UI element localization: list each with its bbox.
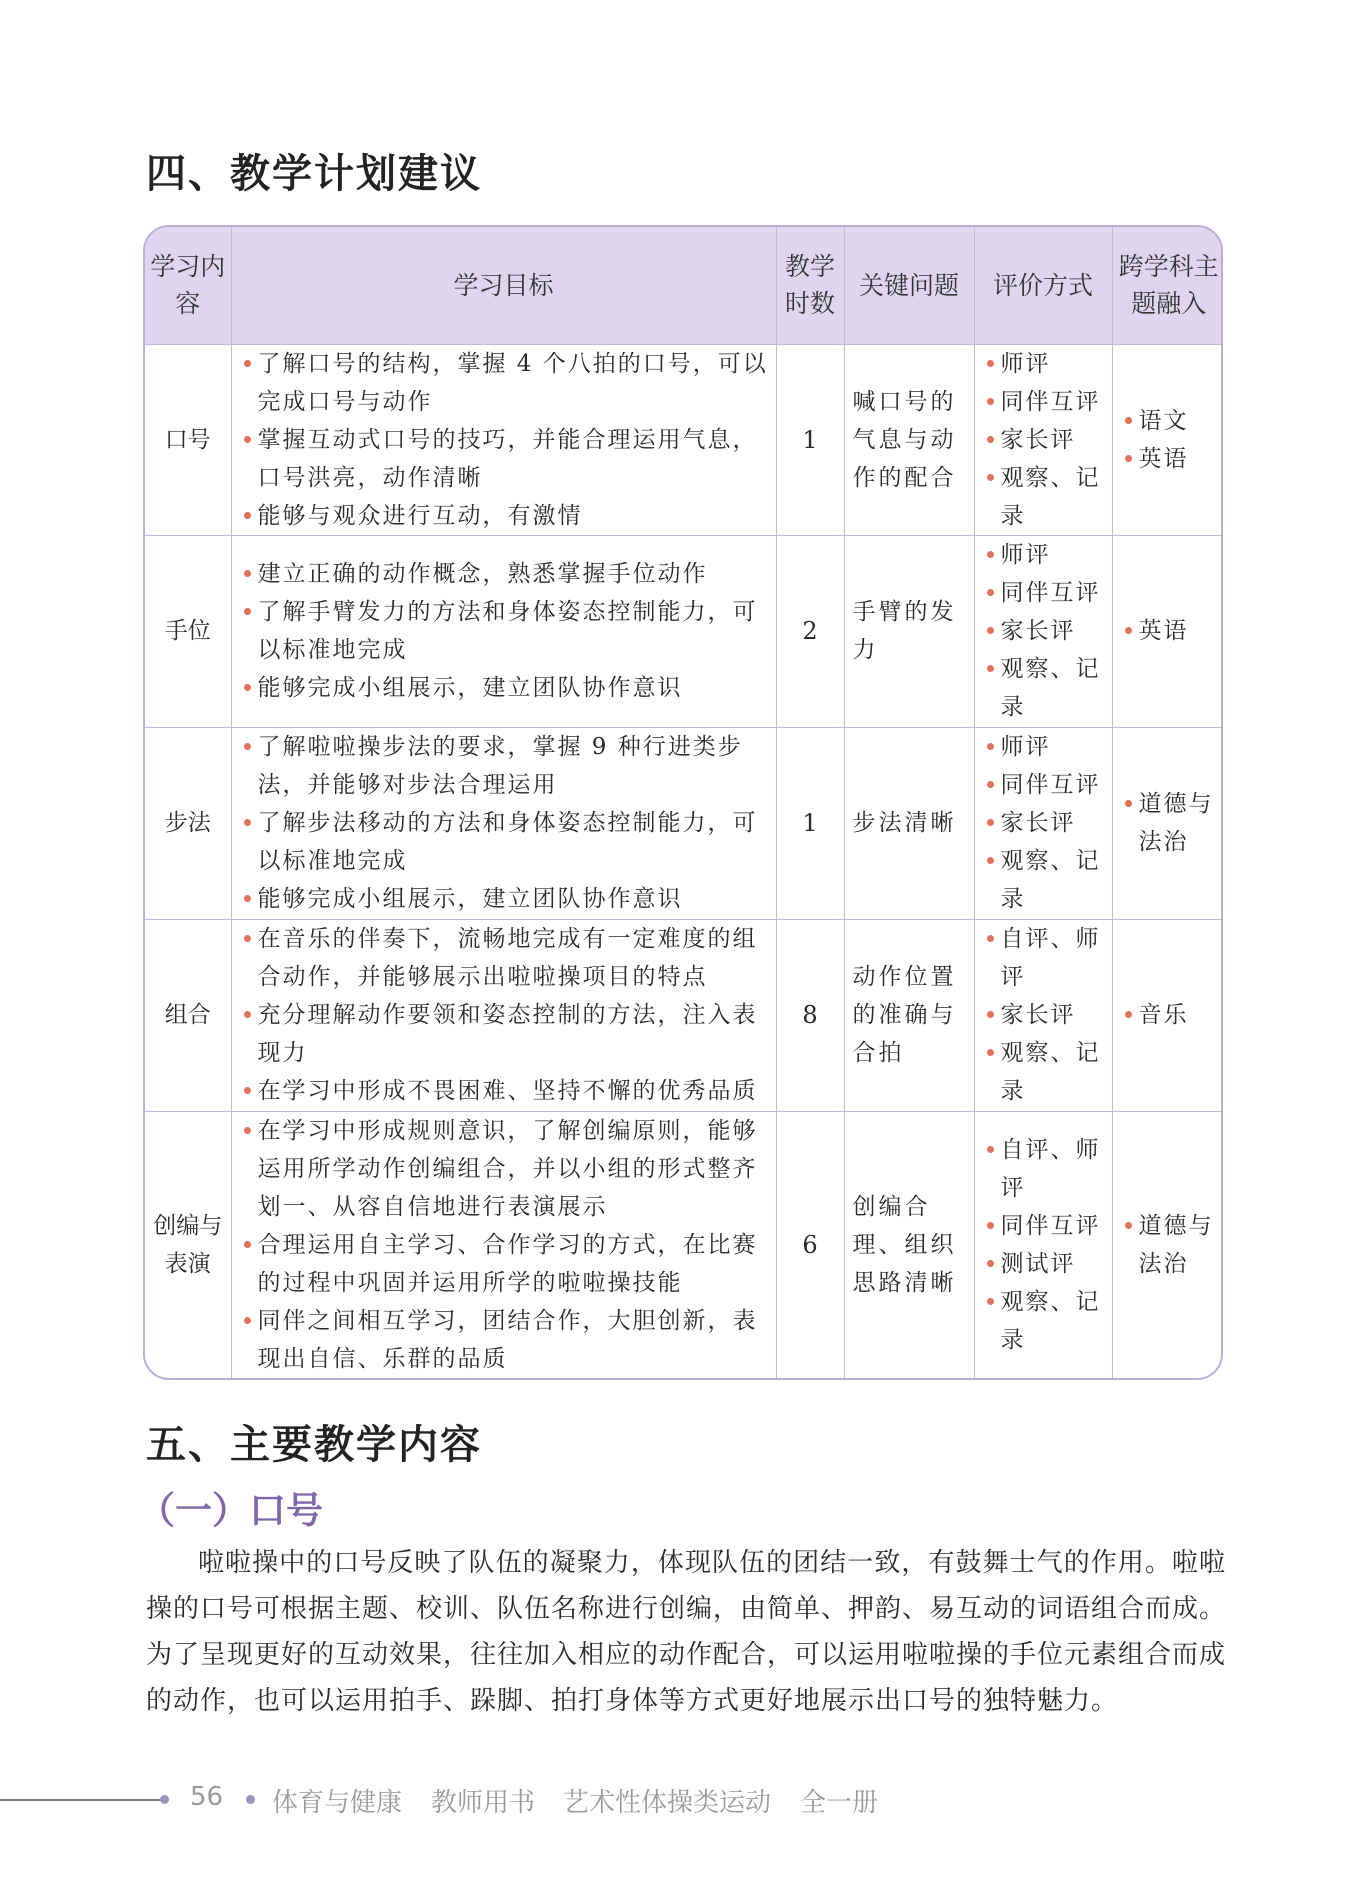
goal-item: 掌握互动式口号的技巧，并能合理运用气息，口号洪亮，动作清晰 [238, 421, 770, 497]
goal-item: 同伴之间相互学习，团结合作，大胆创新，表现出自信、乐群的品质 [238, 1302, 770, 1378]
eval-item: 自评、师评 [981, 1131, 1106, 1207]
cell-content: 步法 [145, 727, 231, 919]
goal-item: 能够与观众进行互动，有激情 [238, 497, 770, 535]
eval-item: 师评 [981, 728, 1106, 766]
cell-cross [1112, 727, 1223, 919]
footer-page-number: 56 [190, 1782, 224, 1812]
header-goals: 学习目标 [231, 227, 776, 344]
header-key: 关键问题 [844, 227, 974, 344]
body-paragraph: 啦啦操中的口号反映了队伍的凝聚力，体现队伍的团结一致，有鼓舞士气的作用。啦啦操的口号可根据主题、校训、队伍名称进行创编，由简单、押韵、易互动的词语组合而成。为了呈现更好的互动效果，往往加入相应的动作配合，可以运用啦啦操的手位元素组合而成的动作，也可以运用拍手、跺脚、拍打身体等方式更好地展示出口号的独特魅力。 [146, 1548, 1227, 1716]
cell-goals [231, 535, 776, 727]
section-title-4: 四、教学计划建议 [146, 150, 482, 197]
cell-cross [1112, 535, 1223, 727]
eval-item: 家长评 [981, 996, 1106, 1034]
footer-category: 艺术性体操类运动 [563, 1788, 772, 1818]
footer-subject: 体育与健康 [272, 1788, 403, 1818]
goal-item: 合理运用自主学习、合作学习的方式，在比赛的过程中巩固并运用所学的啦啦操技能 [238, 1226, 770, 1302]
cell-goals [231, 344, 776, 535]
goal-item: 在音乐的伴奏下，流畅地完成有一定难度的组合动作，并能够展示出啦啦操项目的特点 [238, 920, 770, 996]
goal-item: 在学习中形成规则意识，了解创编原则，能够运用所学动作创编组合，并以小组的形式整齐划一、从容自信地进行表演展示 [238, 1112, 770, 1226]
cross-item: 语文 [1119, 402, 1220, 440]
eval-item: 家长评 [981, 804, 1106, 842]
cell-hours: 1 [776, 344, 844, 535]
eval-item: 师评 [981, 536, 1106, 574]
cell-goals [231, 727, 776, 919]
cell-hours: 2 [776, 535, 844, 727]
table-row [145, 727, 1223, 919]
eval-item: 观察、记录 [981, 1283, 1106, 1359]
cell-content: 手位 [145, 535, 231, 727]
table-row [145, 1111, 1223, 1378]
eval-item: 家长评 [981, 612, 1106, 650]
eval-item: 观察、记录 [981, 650, 1106, 726]
eval-item: 同伴互评 [981, 574, 1106, 612]
cross-item: 音乐 [1119, 996, 1220, 1034]
header-hours: 教学时数 [776, 227, 844, 344]
goal-item: 了解啦啦操步法的要求，掌握 9 种行进类步法，并能够对步法合理运用 [238, 728, 770, 804]
cross-item: 道德与法治 [1119, 785, 1220, 861]
goal-item: 在学习中形成不畏困难、坚持不懈的优秀品质 [238, 1072, 770, 1110]
eval-item: 同伴互评 [981, 1207, 1106, 1245]
goal-item: 能够完成小组展示，建立团队协作意识 [238, 669, 770, 707]
footer-book: 教师用书 [431, 1788, 536, 1818]
eval-item: 测试评 [981, 1245, 1106, 1283]
cell-hours: 8 [776, 919, 844, 1111]
eval-item: 师评 [981, 345, 1106, 383]
goal-item: 能够完成小组展示，建立团队协作意识 [238, 880, 770, 918]
footer-dot [246, 1795, 255, 1804]
footer-volume: 全一册 [800, 1788, 879, 1818]
goal-item: 充分理解动作要领和姿态控制的方法，注入表现力 [238, 996, 770, 1072]
header-content: 学习内容 [145, 227, 231, 344]
cell-cross [1112, 919, 1223, 1111]
table-row [145, 344, 1223, 535]
cell-evaluation [974, 727, 1112, 919]
eval-item: 观察、记录 [981, 1034, 1106, 1110]
cross-item: 道德与法治 [1119, 1207, 1220, 1283]
goal-item: 了解口号的结构，掌握 4 个八拍的口号，可以完成口号与动作 [238, 345, 770, 421]
eval-item: 同伴互评 [981, 383, 1106, 421]
table-row [145, 535, 1223, 727]
subsection-title: （一）口号 [138, 1489, 323, 1532]
cell-goals [231, 919, 776, 1111]
eval-item: 同伴互评 [981, 766, 1106, 804]
table-header-row [145, 227, 1223, 344]
cell-key: 步法清晰 [844, 727, 974, 919]
header-cross: 跨学科主题融入 [1112, 227, 1223, 344]
cell-key: 喊口号的气息与动作的配合 [844, 344, 974, 535]
cell-key: 手臂的发力 [844, 535, 974, 727]
goal-item: 了解手臂发力的方法和身体姿态控制能力，可以标准地完成 [238, 593, 770, 669]
eval-item: 自评、师评 [981, 920, 1106, 996]
table-row [145, 919, 1223, 1111]
cell-hours: 1 [776, 727, 844, 919]
cell-evaluation [974, 535, 1112, 727]
header-evaluation: 评价方式 [974, 227, 1112, 344]
goal-item: 了解步法移动的方法和身体姿态控制能力，可以标准地完成 [238, 804, 770, 880]
cross-item: 英语 [1119, 440, 1220, 478]
goal-item: 建立正确的动作概念，熟悉掌握手位动作 [238, 555, 770, 593]
cross-item: 英语 [1119, 612, 1220, 650]
teaching-plan-table [143, 225, 1223, 1380]
footer-rule [0, 1799, 164, 1801]
eval-item: 观察、记录 [981, 459, 1106, 535]
footer-dot [160, 1795, 169, 1804]
cell-key: 动作位置的准确与合拍 [844, 919, 974, 1111]
cell-evaluation [974, 1111, 1112, 1378]
cell-cross [1112, 344, 1223, 535]
eval-item: 观察、记录 [981, 842, 1106, 918]
cell-key: 创编合理、组织思路清晰 [844, 1111, 974, 1378]
cell-evaluation [974, 919, 1112, 1111]
cell-content: 口号 [145, 344, 231, 535]
cell-hours: 6 [776, 1111, 844, 1378]
section-title-5: 五、主要教学内容 [146, 1421, 482, 1468]
cell-evaluation [974, 344, 1112, 535]
cell-cross [1112, 1111, 1223, 1378]
cell-content: 创编与表演 [145, 1111, 231, 1378]
cell-content: 组合 [145, 919, 231, 1111]
eval-item: 家长评 [981, 421, 1106, 459]
cell-goals [231, 1111, 776, 1378]
